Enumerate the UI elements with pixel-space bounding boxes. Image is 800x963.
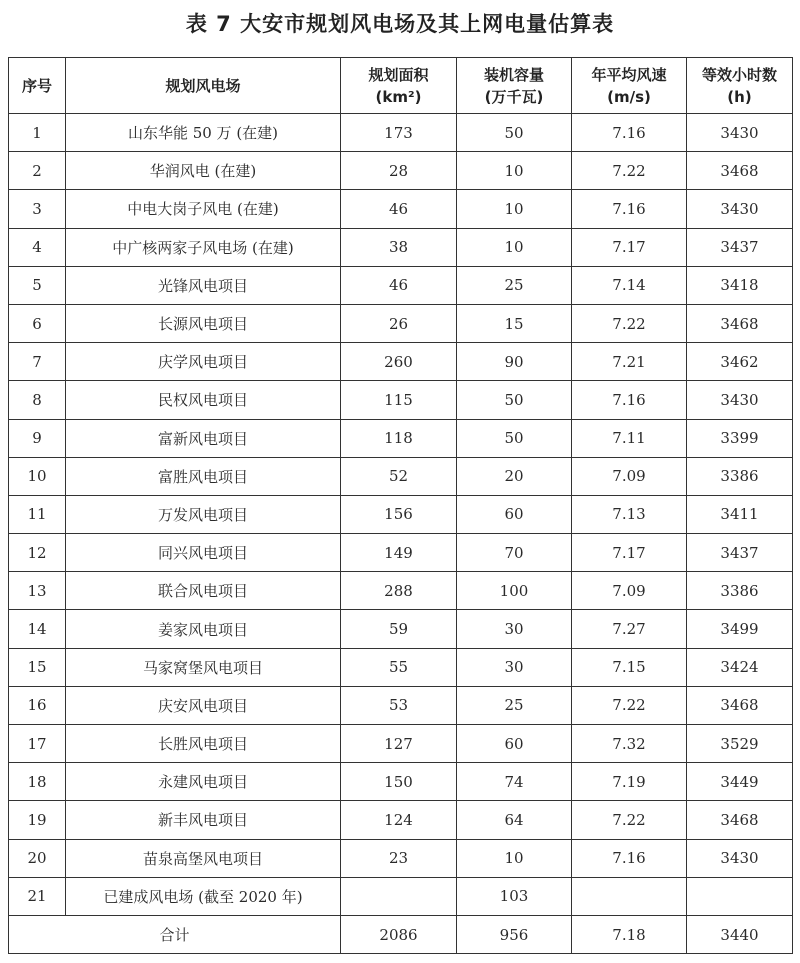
cell-hours: 3468 <box>687 801 793 839</box>
header-capacity-unit: (万千瓦) <box>484 87 544 106</box>
cell-capacity: 60 <box>457 495 572 533</box>
header-area-title: 规划面积 <box>368 65 429 84</box>
table-row <box>9 877 793 915</box>
header-capacity-title: 装机容量 <box>483 65 544 84</box>
cell-wind: 7.32 <box>572 725 687 763</box>
cell-capacity: 25 <box>457 686 572 724</box>
header-capacity <box>457 58 572 114</box>
cell-wind: 7.16 <box>572 114 687 152</box>
cell-name: 富胜风电项目 <box>66 457 341 495</box>
cell-wind: 7.27 <box>572 610 687 648</box>
cell-hours: 3449 <box>687 763 793 801</box>
cell-name: 光锋风电项目 <box>66 266 341 304</box>
cell-area: 55 <box>341 648 457 686</box>
cell-wind: 7.22 <box>572 152 687 190</box>
cell-hours: 3468 <box>687 304 793 342</box>
cell-hours: 3468 <box>687 152 793 190</box>
cell-no: 3 <box>9 190 66 228</box>
cell-area: 23 <box>341 839 457 877</box>
cell-area: 28 <box>341 152 457 190</box>
total-label: 合计 <box>9 915 341 953</box>
cell-wind: 7.16 <box>572 190 687 228</box>
table-title: 表 7 大安市规划风电场及其上网电量估算表 <box>185 12 615 36</box>
cell-hours: 3424 <box>687 648 793 686</box>
table-row <box>9 495 793 533</box>
header-wind-unit: (m/s) <box>607 87 651 106</box>
total-row <box>9 915 793 953</box>
cell-area: 156 <box>341 495 457 533</box>
cell-no: 14 <box>9 610 66 648</box>
cell-wind: 7.09 <box>572 572 687 610</box>
cell-wind: 7.16 <box>572 381 687 419</box>
cell-capacity: 74 <box>457 763 572 801</box>
cell-hours: 3437 <box>687 534 793 572</box>
cell-hours: 3430 <box>687 381 793 419</box>
cell-hours: 3430 <box>687 190 793 228</box>
cell-no: 5 <box>9 266 66 304</box>
cell-hours: 3430 <box>687 114 793 152</box>
cell-wind: 7.22 <box>572 801 687 839</box>
cell-wind: 7.14 <box>572 266 687 304</box>
cell-capacity: 30 <box>457 648 572 686</box>
cell-wind: 7.22 <box>572 304 687 342</box>
cell-wind <box>572 877 687 915</box>
table-row <box>9 114 793 152</box>
cell-name: 姜家风电项目 <box>66 610 341 648</box>
table-row <box>9 152 793 190</box>
cell-area: 127 <box>341 725 457 763</box>
table-row <box>9 228 793 266</box>
cell-capacity: 103 <box>457 877 572 915</box>
cell-no: 6 <box>9 304 66 342</box>
header-no: 序号 <box>9 58 66 114</box>
cell-wind: 7.13 <box>572 495 687 533</box>
table-row <box>9 266 793 304</box>
cell-no: 13 <box>9 572 66 610</box>
header-area <box>341 58 457 114</box>
table-row <box>9 763 793 801</box>
cell-name: 永建风电项目 <box>66 763 341 801</box>
cell-hours: 3399 <box>687 419 793 457</box>
cell-area: 288 <box>341 572 457 610</box>
table-row <box>9 419 793 457</box>
cell-name: 已建成风电场 (截至 2020 年) <box>66 877 341 915</box>
cell-name: 长源风电项目 <box>66 304 341 342</box>
cell-wind: 7.19 <box>572 763 687 801</box>
table-row <box>9 457 793 495</box>
cell-area: 59 <box>341 610 457 648</box>
cell-hours: 3386 <box>687 572 793 610</box>
cell-capacity: 60 <box>457 725 572 763</box>
total-hours: 3440 <box>687 915 793 953</box>
cell-name: 苗泉高堡风电项目 <box>66 839 341 877</box>
cell-capacity: 10 <box>457 152 572 190</box>
table-body <box>9 114 793 954</box>
table-row <box>9 343 793 381</box>
cell-hours <box>687 877 793 915</box>
cell-capacity: 15 <box>457 304 572 342</box>
cell-no: 15 <box>9 648 66 686</box>
table-row <box>9 534 793 572</box>
cell-hours: 3529 <box>687 725 793 763</box>
cell-hours: 3462 <box>687 343 793 381</box>
header-hours-unit: (h) <box>727 87 752 106</box>
table-row <box>9 304 793 342</box>
cell-wind: 7.11 <box>572 419 687 457</box>
cell-name: 万发风电项目 <box>66 495 341 533</box>
cell-wind: 7.16 <box>572 839 687 877</box>
cell-capacity: 25 <box>457 266 572 304</box>
cell-capacity: 50 <box>457 114 572 152</box>
table-row <box>9 190 793 228</box>
cell-area: 118 <box>341 419 457 457</box>
table-row <box>9 801 793 839</box>
cell-capacity: 50 <box>457 419 572 457</box>
cell-hours: 3418 <box>687 266 793 304</box>
cell-hours: 3468 <box>687 686 793 724</box>
cell-capacity: 50 <box>457 381 572 419</box>
cell-name: 华润风电 (在建) <box>66 152 341 190</box>
cell-name: 联合风电项目 <box>66 572 341 610</box>
cell-no: 21 <box>9 877 66 915</box>
cell-name: 同兴风电项目 <box>66 534 341 572</box>
header-area-unit: (km²) <box>375 87 422 106</box>
cell-hours: 3499 <box>687 610 793 648</box>
cell-hours: 3437 <box>687 228 793 266</box>
total-capacity: 956 <box>457 915 572 953</box>
table-row <box>9 381 793 419</box>
table-row <box>9 610 793 648</box>
cell-wind: 7.09 <box>572 457 687 495</box>
cell-hours: 3430 <box>687 839 793 877</box>
cell-wind: 7.17 <box>572 534 687 572</box>
cell-no: 11 <box>9 495 66 533</box>
cell-wind: 7.15 <box>572 648 687 686</box>
cell-no: 17 <box>9 725 66 763</box>
cell-name: 富新风电项目 <box>66 419 341 457</box>
cell-wind: 7.21 <box>572 343 687 381</box>
cell-capacity: 90 <box>457 343 572 381</box>
cell-no: 19 <box>9 801 66 839</box>
cell-capacity: 20 <box>457 457 572 495</box>
cell-no: 18 <box>9 763 66 801</box>
cell-name: 民权风电项目 <box>66 381 341 419</box>
cell-no: 4 <box>9 228 66 266</box>
cell-area <box>341 877 457 915</box>
header-hours-title: 等效小时数 <box>701 65 777 84</box>
cell-capacity: 30 <box>457 610 572 648</box>
cell-capacity: 10 <box>457 190 572 228</box>
cell-area: 53 <box>341 686 457 724</box>
cell-area: 150 <box>341 763 457 801</box>
cell-name: 山东华能 50 万 (在建) <box>66 114 341 152</box>
table-row <box>9 686 793 724</box>
cell-capacity: 10 <box>457 839 572 877</box>
cell-hours: 3411 <box>687 495 793 533</box>
cell-capacity: 10 <box>457 228 572 266</box>
cell-no: 16 <box>9 686 66 724</box>
table-row <box>9 572 793 610</box>
cell-no: 8 <box>9 381 66 419</box>
wind-farm-table <box>8 57 793 954</box>
cell-area: 26 <box>341 304 457 342</box>
table-row <box>9 648 793 686</box>
header-wind-title: 年平均风速 <box>591 65 667 84</box>
cell-area: 173 <box>341 114 457 152</box>
cell-no: 9 <box>9 419 66 457</box>
cell-area: 124 <box>341 801 457 839</box>
cell-area: 38 <box>341 228 457 266</box>
header-row <box>9 58 793 114</box>
table-row <box>9 839 793 877</box>
cell-no: 20 <box>9 839 66 877</box>
cell-no: 12 <box>9 534 66 572</box>
cell-hours: 3386 <box>687 457 793 495</box>
cell-area: 115 <box>341 381 457 419</box>
header-hours <box>687 58 793 114</box>
cell-name: 庆安风电项目 <box>66 686 341 724</box>
cell-name: 新丰风电项目 <box>66 801 341 839</box>
cell-capacity: 100 <box>457 572 572 610</box>
cell-name: 中广核两家子风电场 (在建) <box>66 228 341 266</box>
cell-area: 46 <box>341 266 457 304</box>
cell-wind: 7.17 <box>572 228 687 266</box>
cell-name: 中电大岗子风电 (在建) <box>66 190 341 228</box>
cell-area: 260 <box>341 343 457 381</box>
cell-no: 1 <box>9 114 66 152</box>
cell-capacity: 70 <box>457 534 572 572</box>
header-name: 规划风电场 <box>66 58 341 114</box>
cell-capacity: 64 <box>457 801 572 839</box>
cell-area: 52 <box>341 457 457 495</box>
cell-no: 2 <box>9 152 66 190</box>
cell-area: 149 <box>341 534 457 572</box>
cell-name: 庆学风电项目 <box>66 343 341 381</box>
table-row <box>9 725 793 763</box>
cell-no: 10 <box>9 457 66 495</box>
cell-no: 7 <box>9 343 66 381</box>
cell-name: 长胜风电项目 <box>66 725 341 763</box>
cell-name: 马家窝堡风电项目 <box>66 648 341 686</box>
cell-wind: 7.22 <box>572 686 687 724</box>
total-area: 2086 <box>341 915 457 953</box>
header-wind <box>572 58 687 114</box>
total-wind: 7.18 <box>572 915 687 953</box>
cell-area: 46 <box>341 190 457 228</box>
